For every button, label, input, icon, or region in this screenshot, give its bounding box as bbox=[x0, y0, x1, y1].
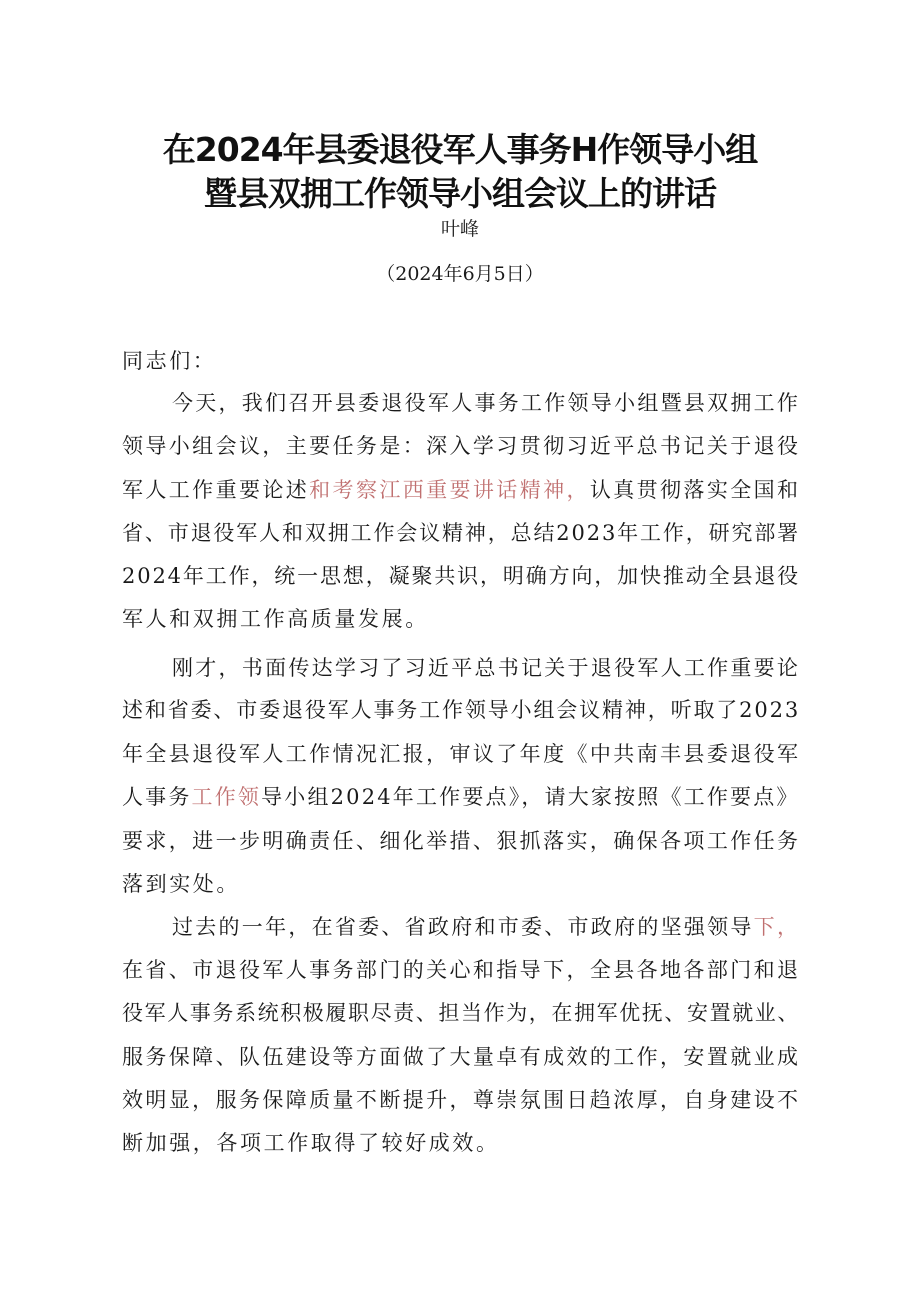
paragraph-line: 效明显，服务保障质量不断提升，尊崇氛围日趋浓厚，自身建设不 bbox=[122, 1088, 801, 1112]
line-text: 导小组2024年工作要点》，请大家按照《工作要点》 bbox=[261, 785, 800, 809]
paragraph-line: 军人和双拥工作高质量发展。 bbox=[122, 607, 429, 631]
salutation: 同志们： bbox=[122, 349, 217, 373]
title-line-1: 在2024年县委退役军人事务H作领导小组 bbox=[162, 130, 758, 169]
paragraph-line: 役军人事务系统积极履职尽责、担当作为，在拥军优抚、安置就业、 bbox=[122, 1001, 800, 1025]
paragraph-line bbox=[172, 911, 800, 941]
paragraph-line: 断加强，各项工作取得了较好成效。 bbox=[122, 1131, 500, 1155]
paragraph-line: 要求，进一步明确责任、细化举措、狠抓落实，确保各项工作任务 bbox=[122, 829, 801, 853]
paragraph-line: 在省、市退役军人事务部门的关心和指导下，全县各地各部门和退 bbox=[122, 958, 801, 982]
line-text: 认真贯彻落实全国和 bbox=[589, 478, 801, 502]
paragraph-line: 今天，我们召开县委退役军人事务工作领导小组暨县双拥工作 bbox=[172, 391, 801, 415]
paragraph-line bbox=[122, 781, 800, 811]
paragraph-line bbox=[122, 474, 800, 504]
highlighted-text: 工作领 bbox=[191, 785, 262, 809]
paragraph-line: 年全县退役军人工作情况汇报，审议了年度《中共南丰县委退役军 bbox=[122, 742, 801, 766]
author: 叶峰 bbox=[440, 218, 479, 240]
title-line-2: 暨县双拥工作领导小组会议上的讲话 bbox=[204, 174, 716, 213]
paragraph-line: 落到实处。 bbox=[122, 872, 240, 896]
line-text: 过去的一年，在省委、省政府和市委、市政府的坚强领导 bbox=[172, 915, 754, 939]
speech-date: （2024年6月5日） bbox=[376, 263, 544, 285]
paragraph-line: 刚才，书面传达学习了习近平总书记关于退役军人工作重要论 bbox=[172, 656, 801, 680]
highlighted-text: 下， bbox=[753, 915, 801, 939]
line-text: 人事务 bbox=[122, 785, 192, 809]
paragraph-line: 服务保障、队伍建设等方面做了大量卓有成效的工作，安置就业成 bbox=[122, 1045, 801, 1069]
paragraph-line: 2024年工作，统一思想，凝聚共识，明确方向，加快推动全县退役 bbox=[122, 564, 801, 588]
paragraph-line: 省、市退役军人和双拥工作会议精神，总结2023年工作，研究部署 bbox=[122, 521, 801, 545]
line-text: 军人工作重要论述 bbox=[122, 478, 310, 502]
highlighted-text: 和考察江西重要讲话精神， bbox=[309, 478, 590, 502]
paragraph-line: 领导小组会议，主要任务是：深入学习贯彻习近平总书记关于退役 bbox=[122, 434, 801, 458]
paragraph-line: 述和省委、市委退役军人事务工作领导小组会议精神，听取了2023 bbox=[122, 698, 801, 722]
